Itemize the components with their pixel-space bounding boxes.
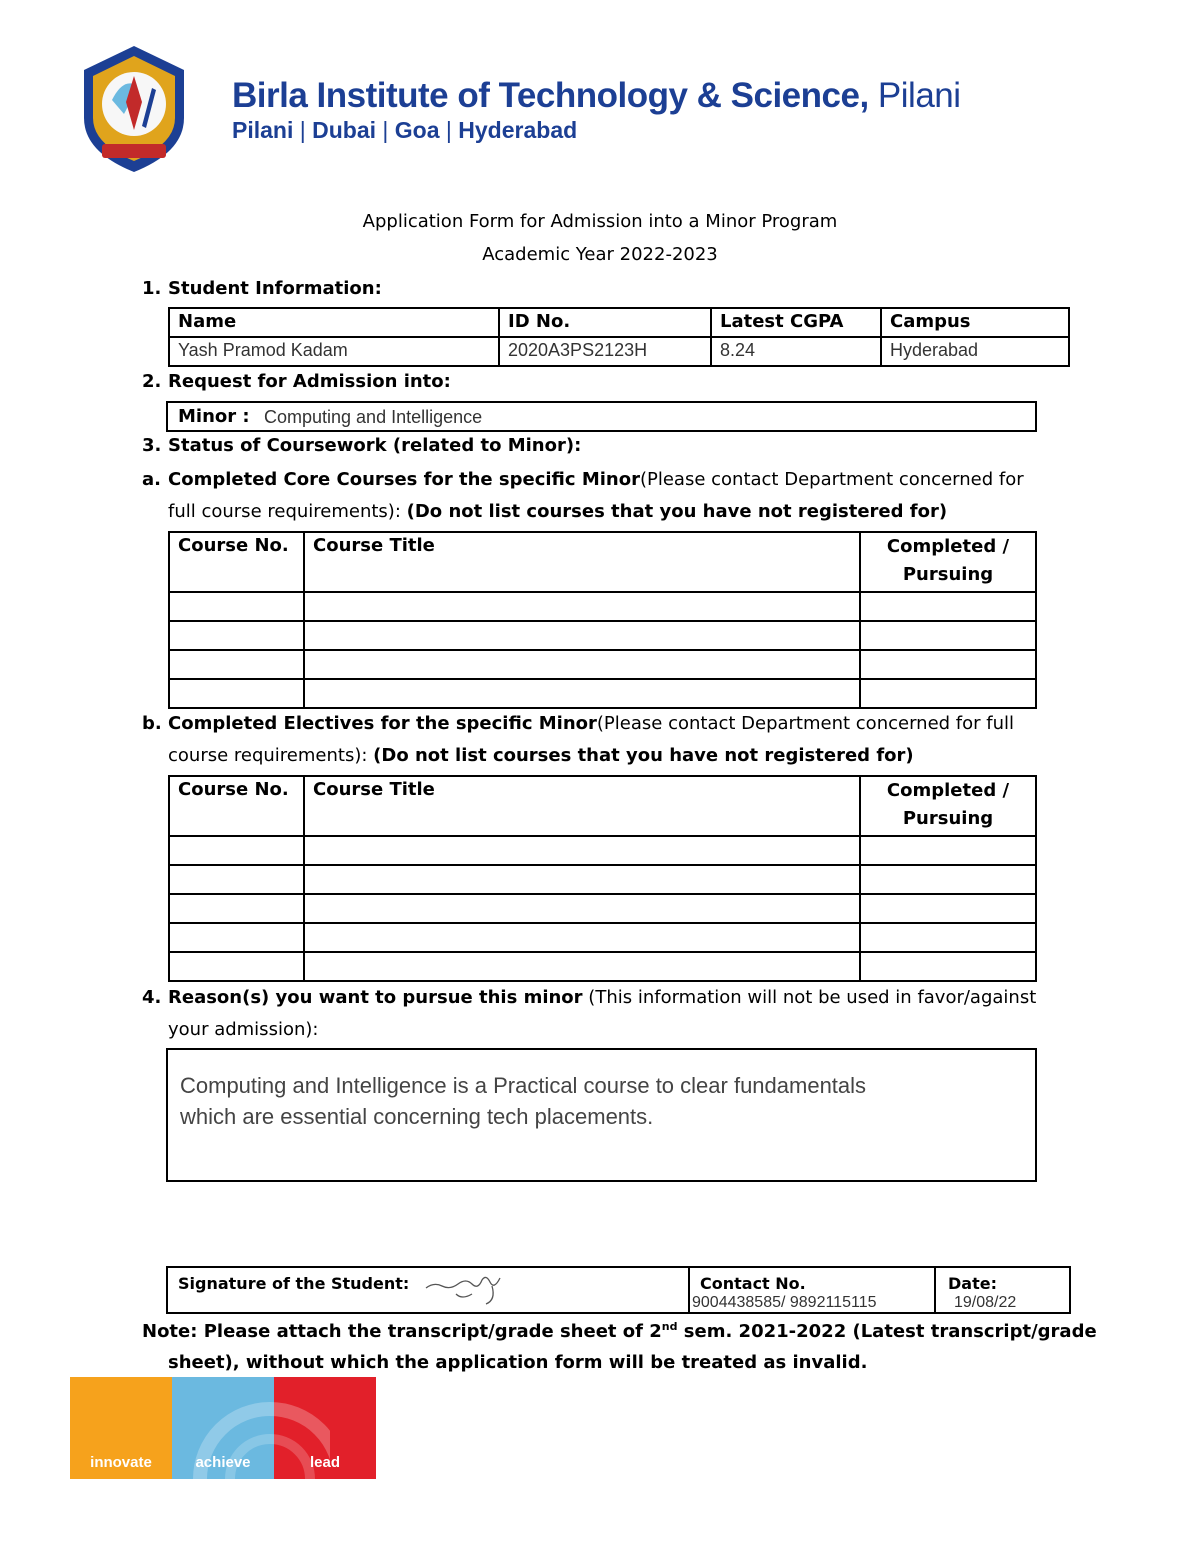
course-title-cell[interactable]	[304, 650, 860, 679]
section-3a-heading: a. Completed Core Courses for the specific Minor(Please contact Department concerned for	[142, 469, 1024, 490]
core-courses-table	[168, 531, 1037, 709]
status-cell[interactable]	[860, 621, 1036, 650]
student-info-table	[168, 307, 1070, 367]
cgpa-field[interactable]: 8.24	[711, 337, 881, 366]
date-label: Date:	[948, 1274, 997, 1293]
section-4-heading-cont: your admission):	[168, 1019, 319, 1040]
course-title-cell[interactable]	[304, 836, 860, 865]
course-title-cell[interactable]	[304, 865, 860, 894]
date-value[interactable]: 19/08/22	[954, 1294, 1017, 1311]
contact-value[interactable]: 9004438585/ 9892115115	[692, 1294, 877, 1311]
campus-goa: Goa	[394, 117, 440, 143]
student-id-field[interactable]: 2020A3PS2123H	[499, 337, 711, 366]
elective-header-course-no: Course No.	[169, 776, 304, 836]
core-header-course-title: Course Title	[304, 532, 860, 592]
course-no-cell[interactable]	[169, 836, 304, 865]
header-cgpa: Latest CGPA	[711, 308, 881, 337]
footer-lead-block: lead	[274, 1377, 376, 1479]
section-3-heading: 3. Status of Coursework (related to Minor):	[142, 435, 582, 456]
academic-year: Academic Year 2022-2023	[482, 244, 718, 265]
section-3a-heading-cont: full course requirements): (Do not list courses that you have not registered for)	[168, 501, 948, 522]
section-3b-heading: b. Completed Electives for the specific Minor(Please contact Department concerned for full	[142, 713, 1015, 734]
minor-label: Minor :	[178, 406, 250, 427]
section-2-heading: 2. Request for Admission into:	[142, 371, 451, 392]
footer-tagline-banner	[70, 1377, 376, 1479]
reason-text: Computing and Intelligence is a Practical course to clear fundamentals which are essential concerning tech placements.	[180, 1073, 867, 1129]
electives-table	[168, 775, 1037, 982]
elective-header-status: Completed / Pursuing	[860, 776, 1036, 836]
course-no-cell[interactable]	[169, 650, 304, 679]
institute-seal	[72, 40, 196, 176]
course-no-cell[interactable]	[169, 894, 304, 923]
course-no-cell[interactable]	[169, 679, 304, 708]
status-cell[interactable]	[860, 650, 1036, 679]
course-title-cell[interactable]	[304, 592, 860, 621]
note-text-cont: sheet), without which the application form will be treated as invalid.	[168, 1352, 868, 1373]
table-row	[169, 621, 1036, 650]
status-cell[interactable]	[860, 894, 1036, 923]
header-name: Name	[169, 308, 499, 337]
form-title: Application Form for Admission into a Minor Program	[362, 211, 838, 232]
campus-hyderabad: Hyderabad	[458, 117, 578, 143]
gear-icon	[150, 1387, 330, 1479]
table-row	[169, 865, 1036, 894]
header-id: ID No.	[499, 308, 711, 337]
course-no-cell[interactable]	[169, 923, 304, 952]
table-row	[169, 592, 1036, 621]
section-3b-heading-cont: course requirements): (Do not list courses that you have not registered for)	[168, 745, 914, 766]
elective-header-course-title: Course Title	[304, 776, 860, 836]
section-4-heading: 4. Reason(s) you want to pursue this minor (This information will not be used in favor/against	[142, 987, 1037, 1008]
minor-value: Computing and Intelligence	[264, 407, 483, 427]
status-cell[interactable]	[860, 592, 1036, 621]
student-name-field[interactable]: Yash Pramod Kadam	[169, 337, 499, 366]
table-row	[169, 952, 1036, 981]
core-header-course-no: Course No.	[169, 532, 304, 592]
signature-image[interactable]	[422, 1270, 512, 1308]
course-no-cell[interactable]	[169, 952, 304, 981]
institute-name: Birla Institute of Technology & Science, Pilani	[232, 76, 961, 115]
header-campus: Campus	[881, 308, 1069, 337]
campus-field[interactable]: Hyderabad	[881, 337, 1069, 366]
signature-label: Signature of the Student:	[178, 1274, 410, 1293]
table-row	[169, 894, 1036, 923]
status-cell[interactable]	[860, 836, 1036, 865]
course-no-cell[interactable]	[169, 592, 304, 621]
table-row	[169, 679, 1036, 708]
table-row	[169, 836, 1036, 865]
status-cell[interactable]	[860, 865, 1036, 894]
status-cell[interactable]	[860, 679, 1036, 708]
campus-dubai: Dubai	[312, 117, 377, 143]
contact-label: Contact No.	[700, 1274, 806, 1293]
signature-row	[166, 1266, 1071, 1314]
note-text: Note: Please attach the transcript/grade sheet of 2nd sem. 2021-2022 (Latest transcript/grade	[142, 1320, 1097, 1342]
course-title-cell[interactable]	[304, 923, 860, 952]
course-title-cell[interactable]	[304, 952, 860, 981]
table-row	[169, 923, 1036, 952]
course-title-cell[interactable]	[304, 894, 860, 923]
section-1-heading: 1. Student Information:	[142, 278, 382, 299]
footer-innovate-block: innovate	[70, 1377, 172, 1479]
table-row	[169, 650, 1036, 679]
status-cell[interactable]	[860, 952, 1036, 981]
reason-textbox[interactable]	[166, 1048, 1037, 1182]
minor-field[interactable]	[166, 401, 1037, 432]
course-no-cell[interactable]	[169, 621, 304, 650]
campus-pilani: Pilani	[232, 117, 294, 143]
campus-list: Pilani | Dubai | Goa | Hyderabad	[232, 117, 578, 143]
footer-achieve-block: achieve	[172, 1377, 274, 1479]
course-no-cell[interactable]	[169, 865, 304, 894]
status-cell[interactable]	[860, 923, 1036, 952]
core-header-status: Completed / Pursuing	[860, 532, 1036, 592]
course-title-cell[interactable]	[304, 621, 860, 650]
course-title-cell[interactable]	[304, 679, 860, 708]
